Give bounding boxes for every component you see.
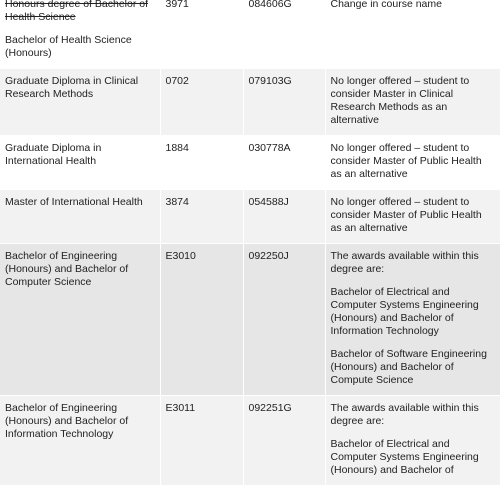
course-code-cell: [160, 69, 243, 136]
cricos-code: 084606G: [248, 0, 292, 10]
note-text: The awards available within this degree are:: [330, 250, 479, 275]
new-course-name: Bachelor of Health Science (Honours): [5, 34, 132, 59]
course-name: Bachelor of Engineering (Honours) and Bachelor of Information Technology: [5, 402, 129, 440]
table-row: [0, 136, 500, 190]
cricos-code: 092251G: [248, 402, 292, 414]
notes-cell: [325, 190, 500, 244]
course-name-cell: [0, 0, 160, 69]
course-name-cell: [0, 190, 160, 244]
note-text: Change in course name: [330, 0, 442, 10]
course-name-cell: [0, 244, 160, 396]
course-code: 3874: [165, 196, 189, 208]
course-name-cell: [0, 396, 160, 486]
cricos-code-cell: [243, 136, 325, 190]
cricos-code: 054588J: [248, 196, 289, 208]
cricos-code: 079103G: [248, 75, 292, 87]
cricos-code: 092250J: [248, 250, 289, 262]
course-name-cell: [0, 136, 160, 190]
cricos-code-cell: [243, 69, 325, 136]
course-code: E3011: [165, 402, 196, 414]
course-name: Graduate Diploma in Clinical Research Methods: [5, 75, 139, 100]
cricos-code-cell: [243, 0, 325, 69]
course-name: Graduate Diploma in International Health: [5, 142, 102, 167]
course-code: E3010: [165, 250, 196, 262]
cricos-code: 030778A: [248, 142, 291, 154]
note-text: The awards available within this degree are:: [330, 402, 479, 427]
cricos-code-cell: [243, 190, 325, 244]
table-row: [0, 396, 500, 486]
cricos-code-cell: [243, 396, 325, 486]
note-text: No longer offered – student to consider Master of Public Health as an alternative: [330, 142, 482, 180]
course-code-cell: [160, 136, 243, 190]
award-option: Bachelor of Software Engineering (Honours) and Bachelor of Compute Science: [330, 348, 487, 386]
notes-cell: [325, 69, 500, 136]
table-row: [0, 190, 500, 244]
notes-cell: [325, 0, 500, 69]
course-code: 0702: [165, 75, 189, 87]
notes-cell: [325, 396, 500, 486]
cricos-code-cell: [243, 244, 325, 396]
table-row: [0, 244, 500, 396]
table-row: [0, 0, 500, 69]
course-name: Bachelor of Engineering (Honours) and Bachelor of Computer Science: [5, 250, 129, 288]
course-name-cell: [0, 69, 160, 136]
award-option: Bachelor of Electrical and Computer Systems Engineering (Honours) and Bachelor of Information Technology: [330, 286, 479, 337]
course-name: Master of International Health: [5, 196, 143, 208]
course-code: 1884: [165, 142, 189, 154]
note-text: No longer offered – student to consider Master of Public Health as an alternative: [330, 196, 482, 234]
note-text: No longer offered – student to consider Master in Clinical Research Methods as an alternative: [330, 75, 470, 126]
course-code: 3971: [165, 0, 189, 10]
notes-cell: [325, 244, 500, 396]
course-code-cell: [160, 396, 243, 486]
table-row: [0, 69, 500, 136]
course-code-cell: [160, 0, 243, 69]
old-course-name: Honours degree of Bachelor of Health Science: [5, 0, 149, 23]
course-code-cell: [160, 244, 243, 396]
award-option: Bachelor of Electrical and Computer Systems Engineering (Honours) and Bachelor of: [330, 438, 479, 476]
notes-cell: [325, 136, 500, 190]
course-code-cell: [160, 190, 243, 244]
